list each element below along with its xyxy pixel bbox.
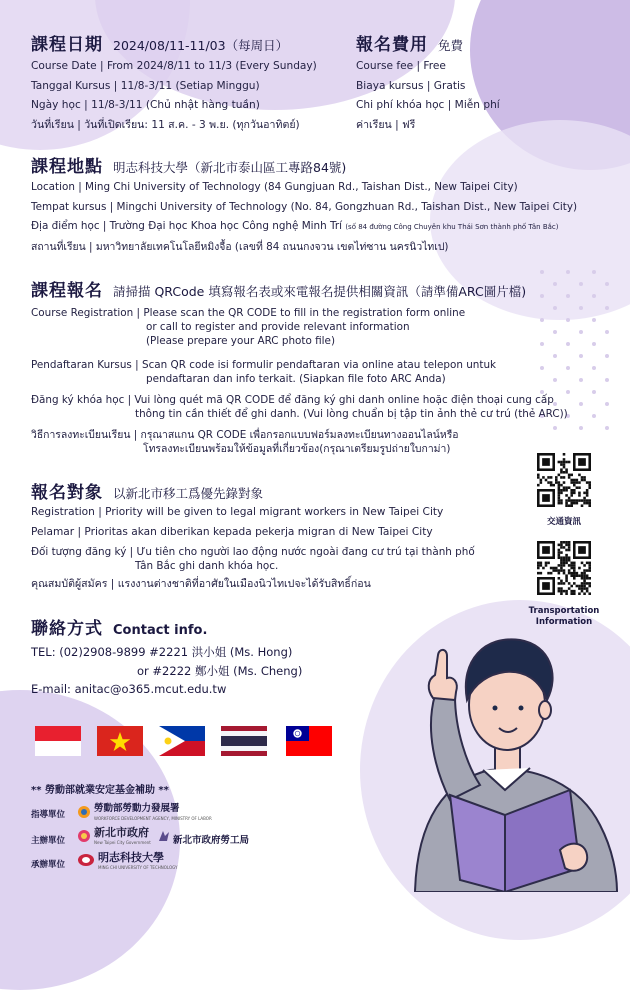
organizer-name: 明志科技大學 bbox=[98, 851, 164, 864]
guide-org bbox=[94, 804, 212, 824]
registration-heading bbox=[31, 276, 526, 301]
pattern-dot bbox=[592, 294, 596, 298]
schedule-line-id: Tanggal Kursus | 11/8-3/11 (Setiap Minggu) bbox=[31, 79, 260, 92]
registration-th bbox=[31, 428, 531, 456]
contact-tel-1[interactable]: TEL: (02)2908-9899 #2221 洪小姐 (Ms. Hong) bbox=[31, 645, 293, 659]
registration-en-line1: Please scan the QR CODE to fill in the registration form online bbox=[143, 307, 466, 319]
pattern-dot bbox=[553, 330, 557, 334]
taiwan-flag bbox=[286, 726, 332, 756]
pattern-dot bbox=[566, 318, 570, 322]
location-line-vn-small: (số 84 đường Công Chuyên khu Thái Sơn thành phố Tân Bắc) bbox=[345, 223, 559, 231]
pattern-dot bbox=[566, 366, 570, 370]
registration-en-label: Course Registration | bbox=[31, 307, 141, 319]
pattern-dot bbox=[566, 294, 570, 298]
schedule-line-en: Course Date | From 2024/8/11 to 11/3 (Every Sunday) bbox=[31, 60, 317, 72]
pattern-dot bbox=[553, 378, 557, 382]
registration-th-line1: กรุณาสแกน QR CODE เพื่อกรอกแบบฟอร์มลงทะเบียนทางออนไลน์หรือ bbox=[140, 429, 459, 441]
location-title: 課程地點 bbox=[31, 157, 103, 177]
pattern-dot bbox=[592, 318, 596, 322]
pattern-dot bbox=[579, 378, 583, 382]
eligibility-line-id: Pelamar | Prioritas akan diberikan kepada pekerja migran di New Taipei City bbox=[31, 525, 433, 538]
location-heading bbox=[31, 152, 346, 177]
fee-line-vn: Chi phí khóa học | Miễn phí bbox=[356, 99, 500, 111]
organizer-org bbox=[98, 853, 177, 873]
pattern-dot bbox=[592, 342, 596, 346]
pattern-dot bbox=[540, 342, 544, 346]
location-lines bbox=[31, 178, 577, 257]
organizer-label: 承辦單位 bbox=[31, 860, 66, 870]
schedule-heading bbox=[31, 30, 288, 55]
location-value: 明志科技大學（新北市泰山區工專路84號) bbox=[113, 160, 347, 175]
contact-heading bbox=[31, 614, 207, 639]
pattern-dot bbox=[540, 366, 544, 370]
guide-org-en: WORKFORCE DEVELOPMENT AGENCY, MINISTRY OF LABOR bbox=[94, 816, 212, 821]
contact-details bbox=[31, 643, 302, 699]
pattern-dot bbox=[553, 306, 557, 310]
qr-caption-line1: Transportation bbox=[528, 606, 600, 616]
registration-vn bbox=[31, 393, 601, 421]
pattern-dot bbox=[605, 306, 609, 310]
pattern-dot bbox=[566, 270, 570, 274]
pattern-dot bbox=[592, 366, 596, 370]
qr-caption-line2: Information bbox=[535, 617, 593, 627]
registration-en bbox=[31, 306, 531, 348]
pattern-dot bbox=[579, 426, 583, 430]
host-org-2: 新北市政府勞工局 bbox=[173, 835, 250, 846]
fee-lines bbox=[356, 57, 500, 135]
pattern-dot bbox=[579, 282, 583, 286]
host-label: 主辦單位 bbox=[31, 836, 66, 846]
pattern-dot bbox=[553, 282, 557, 286]
ntpc-logo bbox=[77, 829, 91, 843]
qr-code[interactable] bbox=[537, 541, 591, 595]
eligibility-lines bbox=[31, 503, 475, 595]
host-org-1-name: 新北市政府 bbox=[94, 826, 149, 839]
registration-id-label: Pendaftaran Kursus | bbox=[31, 359, 139, 371]
pattern-dot bbox=[540, 294, 544, 298]
pattern-dot bbox=[605, 330, 609, 334]
registration-title: 課程報名 bbox=[31, 281, 103, 301]
indonesia-flag bbox=[35, 726, 81, 756]
registration-vn-line1: Vui lòng quét mã QR CODE để đăng ký ghi danh online hoặc điện thoại cung cấp bbox=[134, 394, 554, 406]
mol-logo bbox=[77, 805, 91, 819]
eligibility-value: 以新北市移工爲優先錄對象 bbox=[113, 486, 264, 501]
contact-email[interactable]: E-mail: anitac@o365.mcut.edu.tw bbox=[31, 682, 227, 696]
fee-line-th: ค่าเรียน | ฟรี bbox=[356, 118, 416, 131]
schedule-line-vn: Ngày học | 11/8-3/11 (Chủ nhật hàng tuần) bbox=[31, 99, 260, 111]
location-line-en: Location | Ming Chi University of Technology (84 Gungjuan Rd., Taishan Dist., New Taipei City) bbox=[31, 181, 518, 193]
pattern-dot bbox=[553, 354, 557, 358]
pattern-dot bbox=[579, 306, 583, 310]
guide-label: 指導單位 bbox=[31, 810, 66, 820]
mcut-logo bbox=[77, 853, 95, 867]
pattern-dot bbox=[579, 330, 583, 334]
qr-caption-transport-zh: 交通資訊 bbox=[546, 517, 581, 527]
schedule-date: 2024/08/11-11/03（每周日） bbox=[113, 38, 289, 53]
pattern-dot bbox=[579, 354, 583, 358]
fee-line-id: Biaya kursus | Gratis bbox=[356, 79, 466, 92]
fee-line-en: Course fee | Free bbox=[356, 60, 446, 72]
eligibility-heading bbox=[31, 478, 263, 503]
contact-title: 聯絡方式 bbox=[31, 619, 103, 639]
pattern-dot bbox=[605, 426, 609, 430]
teacher-illustration bbox=[355, 600, 630, 892]
fee-value: 免費 bbox=[438, 38, 464, 53]
contact-tel-2[interactable]: or #2222 鄭小姐 (Ms. Cheng) bbox=[137, 663, 303, 678]
registration-id-line1: Scan QR code isi formulir pendaftaran via online atau telepon untuk bbox=[141, 359, 497, 371]
philippines-flag bbox=[159, 726, 205, 756]
pattern-dot bbox=[605, 282, 609, 286]
registration-vn-line2: thông tin cần thiết để ghi danh. (Vui lòng chuẩn bị tập tin ảnh thẻ cư trú (thẻ ARC)) bbox=[135, 408, 568, 420]
thailand-flag bbox=[221, 726, 267, 756]
eligibility-line-vn2: Tân Bắc ghi danh khóa học. bbox=[135, 560, 279, 572]
registration-id-line2: pendaftaran dan info terkait. (Siapkan file foto ARC Anda) bbox=[146, 373, 446, 385]
location-line-id: Tempat kursus | Mingchi University of Technology (No. 84, Gongzhuan Rd., Taishan Dist., New Taipei City) bbox=[31, 200, 578, 213]
fee-heading bbox=[356, 30, 463, 55]
registration-en-line2: or call to register and provide relevant information bbox=[146, 321, 410, 333]
vietnam-flag bbox=[97, 726, 143, 756]
schedule-lines bbox=[31, 57, 317, 135]
registration-th-label: วิธีการลงทะเบียนเรียน | bbox=[31, 429, 138, 441]
registration-value: 請掃描 QRCode 填寫報名表或來電報名提供相關資訊（請準備ARC圖片檔) bbox=[113, 284, 527, 299]
location-line-vn: Địa điểm học | Trường Đại học Khoa học Công nghệ Minh Trí bbox=[31, 220, 343, 232]
pattern-dot bbox=[540, 318, 544, 322]
location-line-th: สถานที่เรียน | มหาวิทยาลัยเทคโนโลยีหมิงจื้อ (เลขที่ 84 ถนนกงจวน เขตไท่ซาน นครนิวไทเป) bbox=[31, 240, 449, 253]
funding-note: ** 勞動部就業安定基金補助 ** bbox=[31, 785, 169, 796]
organizer-en: MING CHI UNIVERSITY OF TECHNOLOGY bbox=[98, 865, 178, 870]
contact-subtitle: Contact info. bbox=[113, 623, 208, 638]
pattern-dot bbox=[566, 342, 570, 346]
schedule-line-th: วันที่เรียน | วันที่เปิดเรียน: 11 ส.ค. - 3 พ.ย. (ทุกวันอาทิตย์) bbox=[31, 118, 300, 131]
fee-title: 報名費用 bbox=[356, 35, 428, 55]
guide-org-name: 勞動部勞動力發展署 bbox=[94, 803, 180, 814]
pattern-dot bbox=[540, 270, 544, 274]
registration-th-line2: โทรลงทะเบียนพร้อมให้ข้อมูลที่เกี่ยวข้อง(กรุณาเตรียมรูปถ่ายใบกาม่า) bbox=[143, 443, 451, 455]
eligibility-line-th: คุณสมบัติผู้สมัคร | แรงงานต่างชาติที่อาศัยในเมืองนิวไทเปจะได้รับสิทธิ์ก่อน bbox=[31, 578, 371, 590]
pattern-dot bbox=[553, 426, 557, 430]
eligibility-title: 報名對象 bbox=[31, 483, 103, 503]
pattern-dot bbox=[592, 270, 596, 274]
pattern-dot bbox=[605, 402, 609, 406]
registration-vn-label: Đăng ký khóa học | bbox=[31, 394, 132, 406]
schedule-title: 課程日期 bbox=[31, 35, 103, 55]
eligibility-line-vn: Đối tượng đăng ký | Ưu tiên cho người lao động nước ngoài đang cư trú tại thành phố bbox=[31, 546, 475, 558]
host-org-1 bbox=[94, 828, 151, 848]
qr-code[interactable] bbox=[537, 453, 591, 507]
pattern-dot bbox=[605, 354, 609, 358]
pattern-dot bbox=[605, 378, 609, 382]
host-org-1-en: New Taipei City Government bbox=[94, 840, 151, 845]
registration-en-line3: (Please prepare your ARC photo file) bbox=[146, 335, 335, 347]
labor-bureau-logo bbox=[157, 829, 171, 843]
eligibility-line-en: Registration | Priority will be given to legal migrant workers in New Taipei City bbox=[31, 506, 444, 518]
registration-id bbox=[31, 358, 531, 386]
